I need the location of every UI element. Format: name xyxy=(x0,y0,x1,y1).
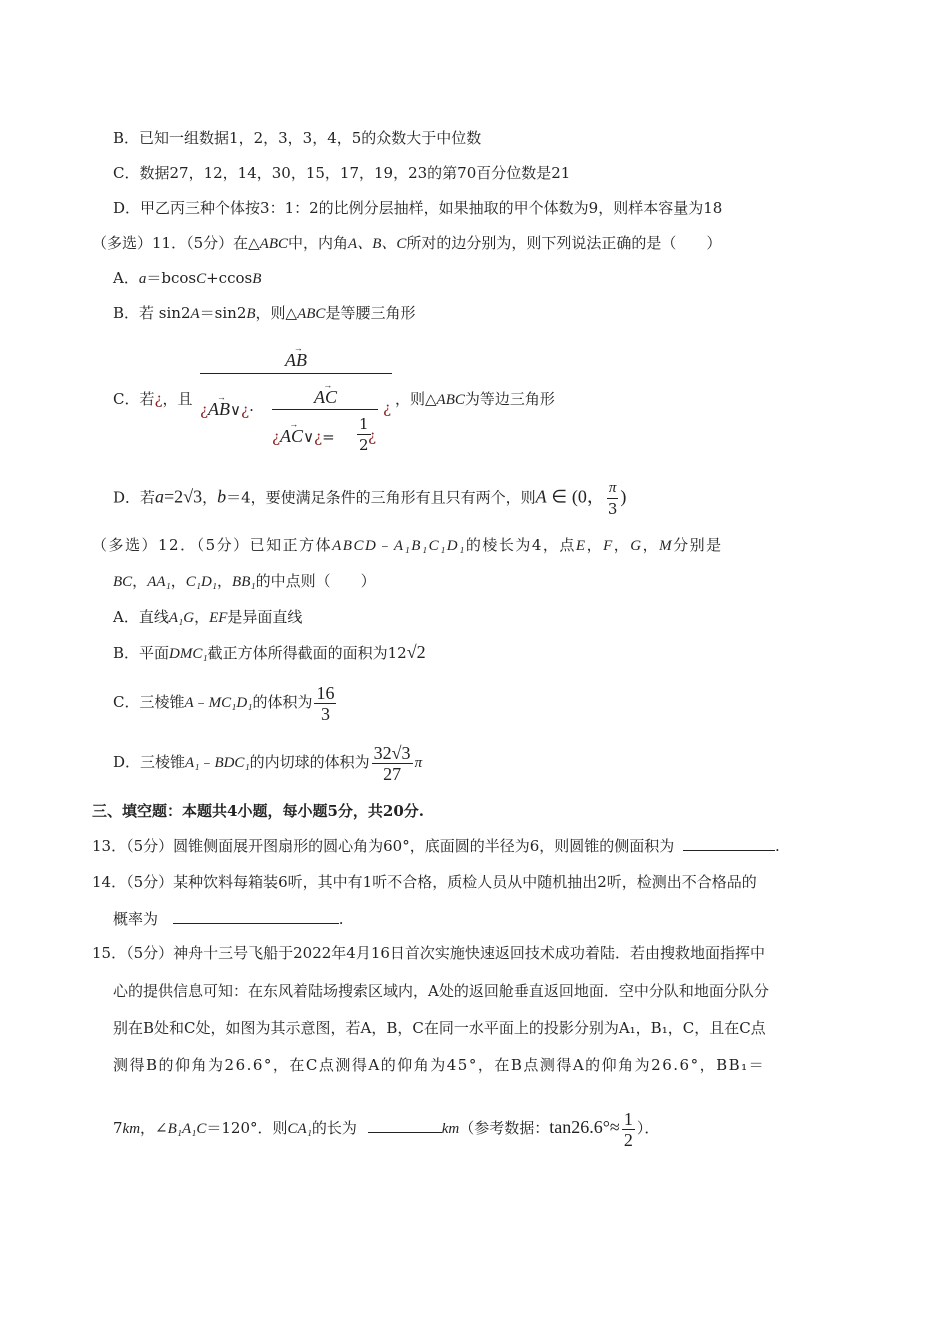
q12-option-d: D．三棱锥A₁﹣BDC₁的内切球的体积为 $\frac{32√3}{27}$ π xyxy=(113,742,423,784)
vector-ac-den: → AC xyxy=(280,426,303,446)
q11-stem: （多选）11．（5分）在△ABC中，内角A、B、C所对的边分别为，则下列说法正确的是（ ） xyxy=(92,234,722,252)
vector-ab: → AB xyxy=(208,399,230,419)
q12-option-b: B．平面DMC₁截正方体所得截面的面积为12√2 xyxy=(113,642,426,662)
q12-stem-line1: （多选）12．（5分）已知正方体ABCD﹣A₁B₁C₁D₁的棱长为4，点E，F，G，M分别是 xyxy=(92,536,723,554)
q10-option-d: D．甲乙丙三种个体按3：1：2的比例分层抽样，如果抽取的甲个体数为9，则样本容量为18 xyxy=(113,199,723,217)
fraction-one-half: $\frac{1}{2}$ xyxy=(359,415,369,454)
fraction-bar-outer xyxy=(200,373,392,374)
vector-ac-num: → AC xyxy=(314,387,337,407)
q15-line2: 心的提供信息可知：在东风着陆场搜索区域内，A处的返回舱垂直返回地面．空中分队和地面分队分 xyxy=(113,982,769,1000)
q13: 13．（5分）圆锥侧面展开图扇形的圆心角为60°，底面圆的半径为6，则圆锥的侧面积为 . xyxy=(92,837,780,855)
q15-line5: 7km，∠B₁A₁C＝120°．则CA₁的长为 km（参考数据：tan26.6°≈ $\frac{1}{2}$ ）． xyxy=(113,1108,660,1150)
q11-option-b: B．若 sin2A＝sin2B，则△ABC是等腰三角形 xyxy=(113,304,416,322)
q12-option-c: C．三棱锥A﹣MC₁D₁的体积为 $\frac{16}{3}$ xyxy=(113,682,335,724)
q15-line3: 别在B处和C处，如图为其示意图，若A，B，C在同一水平面上的投影分别为A₁，B₁，C，且在C点 xyxy=(113,1019,766,1037)
q14-line1: 14．（5分）某种饮料每箱装6听，其中有1听不合格，质检人员从中随机抽出2听，检测出不合格品的 xyxy=(92,873,757,891)
q15-line1: 15．（5分）神舟十三号飞船于2022年4月16日首次实施快速返回技术成功着陆．若由搜救地面指挥中 xyxy=(92,944,765,962)
fraction-one-half: $\frac{1}{2}$ xyxy=(623,1108,633,1150)
fraction-32root3-over-27: $\frac{32√3}{27}$ xyxy=(373,742,411,784)
answer-blank[interactable] xyxy=(173,909,339,924)
q12-stem-line2: BC，AA₁，C₁D₁，BB₁的中点则（ ） xyxy=(113,572,376,590)
q10-option-c: C．数据27，12，14，30，15，17，19，23的第70百分位数是21 xyxy=(113,164,571,182)
answer-blank[interactable] xyxy=(683,836,775,851)
answer-blank[interactable] xyxy=(368,1118,442,1133)
fraction-16-over-3: $\frac{16}{3}$ xyxy=(316,682,335,724)
q11-option-d: D．若a=2√3，b＝4，要使满足条件的三角形有且只有两个，则A ∈ (0， $\frac{\pi}{3}$ ) xyxy=(113,480,627,518)
q14-line2: 概率为 . xyxy=(113,910,344,928)
section-heading: 三、填空题：本题共4小题，每小题5分，共20分. xyxy=(92,802,424,820)
q10-option-b: B．已知一组数据1，2，3，3，4，5的众数大于中位数 xyxy=(113,129,482,147)
fraction-pi-over-3: $\frac{\pi}{3}$ xyxy=(607,480,618,518)
q11-option-a: A．a＝bcosC+ccosB xyxy=(113,269,262,287)
vector-ab-top: → AB xyxy=(285,350,307,370)
q15-line4: 测得B的仰角为26.6°，在C点测得A的仰角为45°，在B点测得A的仰角为26.6°，BB₁＝ xyxy=(113,1056,766,1074)
fraction-bar-inner xyxy=(272,409,378,410)
q12-option-a: A．直线A₁G，EF是异面直线 xyxy=(113,608,303,626)
